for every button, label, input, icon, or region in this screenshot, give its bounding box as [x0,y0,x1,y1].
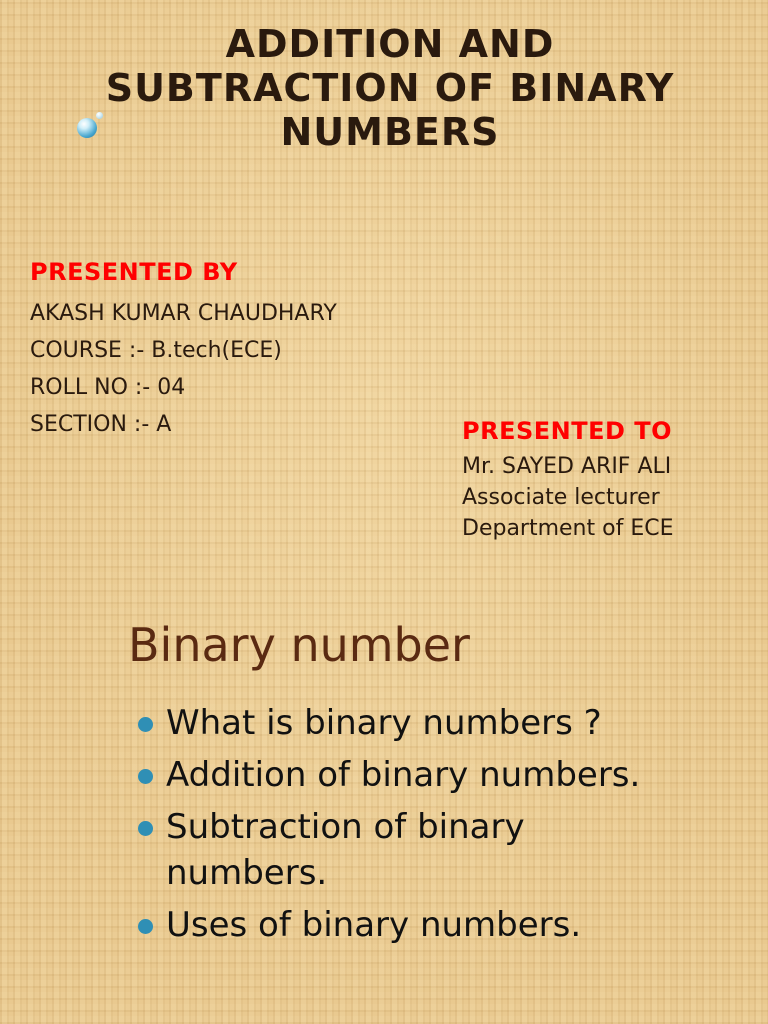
recipient-info-list [462,451,673,544]
bullet-list [136,700,736,954]
presenter-info-list [30,295,337,443]
presented-to-heading: PRESENTED TO [462,417,673,445]
list-item [136,804,586,896]
recipient-department: Department of ECE [462,516,674,541]
bullet-dot-icon [138,919,153,934]
presenter-course: COURSE :- B.tech(ECE) [30,338,282,363]
list-item-text: Uses of binary numbers. [166,905,582,945]
slide-title [40,22,740,154]
recipient-name: Mr. SAYED ARIF ALI [462,454,672,479]
decorative-small-bead-icon [96,112,103,119]
title-line: NUMBERS [280,110,500,154]
title-line: ADDITION AND [225,22,555,66]
presented-by-heading: PRESENTED BY [30,258,238,286]
bullet-dot-icon [138,821,153,836]
bullet-dot-icon [138,717,153,732]
list-item-text: Addition of binary numbers. [166,755,641,795]
title-line: SUBTRACTION OF BINARY [105,66,675,110]
recipient-role: Associate lecturer [462,485,660,510]
contents-slide-title: Binary number [128,618,470,672]
bullet-dot-icon [138,769,153,784]
presenter-name: AKASH KUMAR CHAUDHARY [30,301,337,326]
list-item [136,700,736,746]
list-item-text: What is binary numbers ? [166,703,602,743]
list-item [136,752,736,798]
decorative-bead-icon [77,118,97,138]
list-item [136,902,736,948]
list-item-text: Subtraction of binary numbers. [166,807,525,893]
contents-slide [0,600,768,1024]
presenter-section: SECTION :- A [30,412,172,437]
presenter-roll-no: ROLL NO :- 04 [30,375,186,400]
